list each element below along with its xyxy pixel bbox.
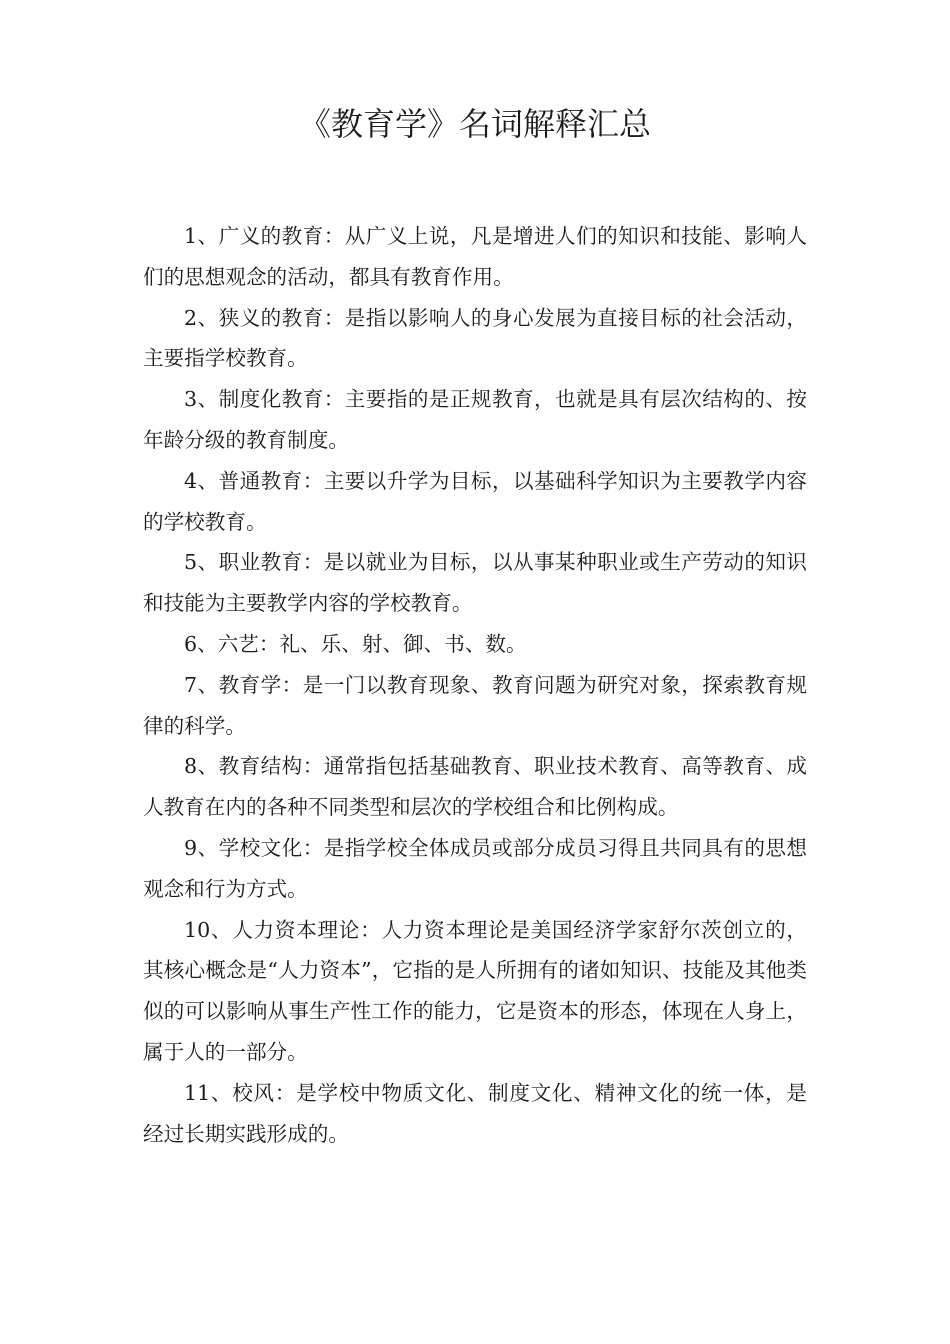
glossary-entry-4: 4、普通教育：主要以升学为目标，以基础科学知识为主要教学内容的学校教育。 (143, 468, 807, 534)
glossary-entry-7: 7、教育学：是一门以教育现象、教育问题为研究对象，探索教育规律的科学。 (143, 672, 807, 738)
glossary-entry-10: 10、人力资本理论：人力资本理论是美国经济学家舒尔茨创立的，其核心概念是“人力资本”，它指的是人所拥有的诸如知识、技能及其他类似的可以影响从事生产性工作的能力，它是资本的形态，体现在人身上，属于人的一部分。 (143, 917, 807, 1064)
glossary-list (143, 216, 807, 1154)
glossary-entry-9: 9、学校文化：是指学校全体成员或部分成员习得且共同具有的思想观念和行为方式。 (143, 835, 807, 901)
glossary-entry-6: 6、六艺：礼、乐、射、御、书、数。 (184, 631, 527, 656)
glossary-entry-1: 1、广义的教育：从广义上说，凡是增进人们的知识和技能、影响人们的思想观念的活动，都具有教育作用。 (143, 224, 807, 289)
glossary-entry-2: 2、狭义的教育：是指以影响人的身心发展为直接目标的社会活动，主要指学校教育。 (143, 305, 807, 371)
glossary-entry-11: 11、校风：是学校中物质文化、制度文化、精神文化的统一体，是经过长期实践形成的。 (143, 1080, 807, 1146)
document-title: 《教育学》名词解释汇总 (298, 105, 651, 143)
glossary-entry-8: 8、教育结构：通常指包括基础教育、职业技术教育、高等教育、成人教育在内的各种不同类型和层次的学校组合和比例构成。 (143, 754, 807, 820)
glossary-entry-5: 5、职业教育：是以就业为目标，以从事某种职业或生产劳动的知识和技能为主要教学内容的学校教育。 (143, 550, 807, 616)
glossary-entry-3: 3、制度化教育：主要指的是正规教育，也就是具有层次结构的、按年龄分级的教育制度。 (143, 387, 807, 452)
